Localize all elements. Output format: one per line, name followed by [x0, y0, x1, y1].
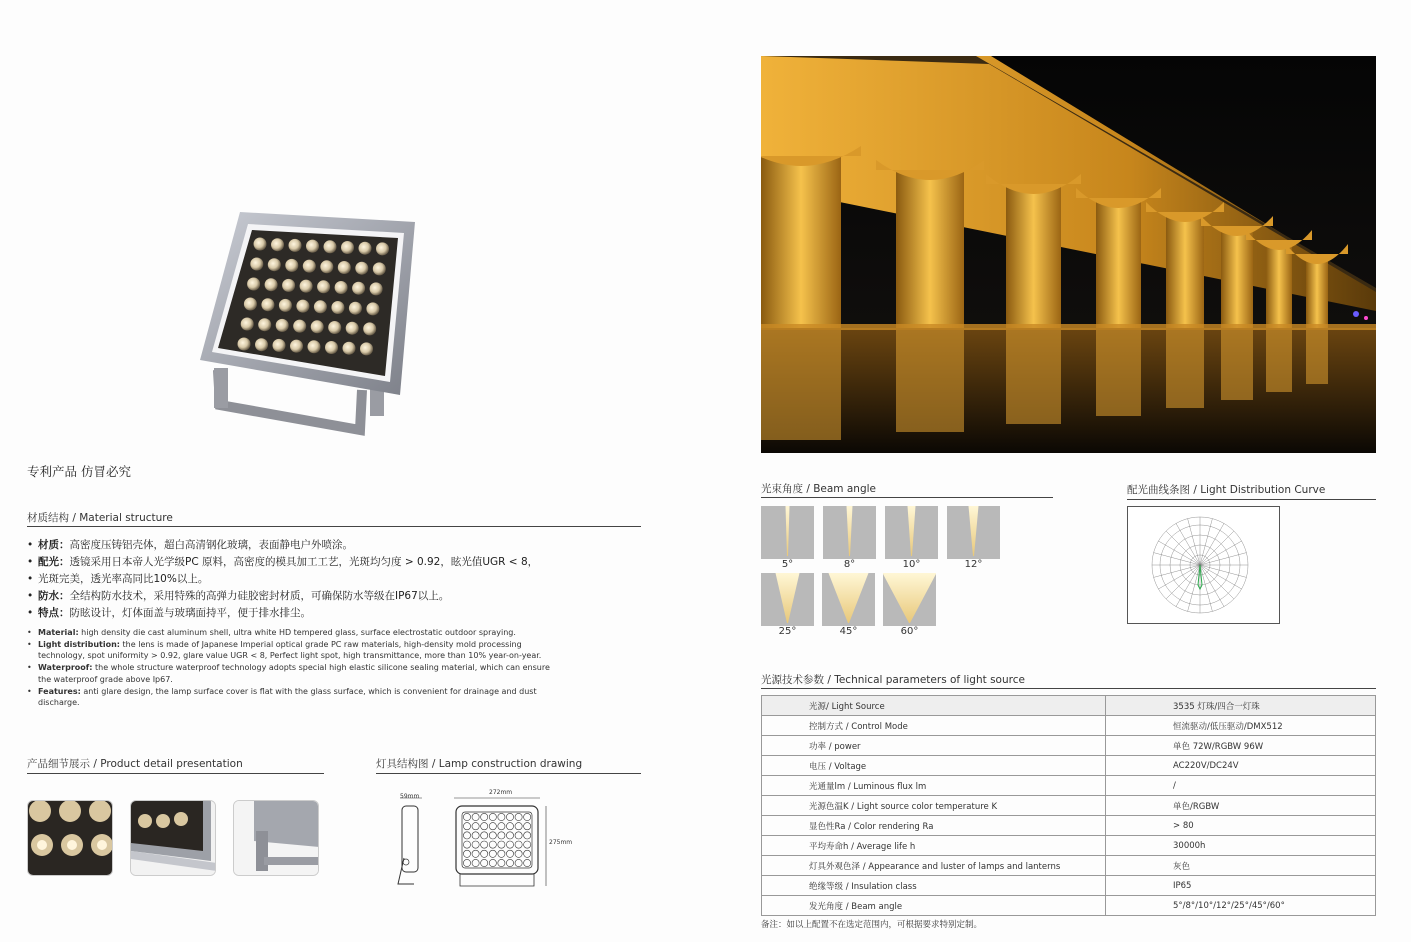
param-key: 显色性Ra / Color rendering Ra — [762, 816, 1106, 836]
param-value: 恒流驱动/低压驱动/DMX512 — [1106, 716, 1376, 736]
param-value: 单色 72W/RGBW 96W — [1106, 736, 1376, 756]
params-row — [762, 696, 1376, 716]
beam-angle-label: 12° — [964, 559, 983, 570]
curve-rule — [1127, 499, 1376, 500]
beam-rule — [761, 497, 1053, 498]
bridge-night-photo — [761, 56, 1376, 453]
feature-cn-light: • 配光：透镜采用日本帝人光学级PC 原料，高密度的模具加工工艺，光斑均匀度 > 0.92，眩光值UGR < 8， — [27, 554, 538, 571]
feature-cn-features: • 特点：防眩设计，灯体面盖与玻璃面持平，便于排水排尘。 — [27, 605, 538, 622]
drawing-rule — [376, 773, 641, 774]
param-key: 光源色温K / Light source color temperature K — [762, 796, 1106, 816]
features-en-list — [27, 627, 557, 709]
beam-box — [885, 506, 938, 559]
drawing-title: 灯具结构图 / Lamp construction drawing — [376, 758, 583, 770]
params-row — [762, 856, 1376, 876]
param-value: AC220V/DC24V — [1106, 756, 1376, 776]
beam-angle-grid — [761, 506, 1011, 641]
features-cn-list — [27, 537, 538, 622]
material-rule — [27, 526, 641, 527]
beam-angle-label: 10° — [902, 559, 921, 570]
light-curve-title: 配光曲线条图 / Light Distribution Curve — [1127, 484, 1326, 496]
param-value: > 80 — [1106, 816, 1376, 836]
param-key: 灯具外观色泽 / Appearance and luster of lamps and lanterns — [762, 856, 1106, 876]
param-key: 功率 / power — [762, 736, 1106, 756]
detail-title: 产品细节展示 / Product detail presentation — [27, 758, 243, 770]
custom-note: 备注：如以上配置不在选定范围内，可根据要求特别定制。 — [761, 920, 983, 930]
beam-angle-title: 光束角度 / Beam angle — [761, 483, 877, 495]
beam-box — [761, 506, 814, 559]
param-key: 发光角度 / Beam angle — [762, 896, 1106, 916]
feature-en-light: • Light distribution: the lens is made of Japanese Imperial optical grade PC raw materials, high-density mold processing technology, spot uniformity > 0.92, glare value UGR < 8, Perfect light spot, high transmittance, more than 10% year-on-year. — [27, 639, 557, 662]
detail-thumb-corner — [130, 800, 216, 876]
param-key: 电压 / Voltage — [762, 756, 1106, 776]
floodlight-product-image — [190, 200, 430, 450]
feature-cn-material: • 材质：高密度压铸铝壳体，超白高清钢化玻璃，表面静电户外喷涂。 — [27, 537, 538, 554]
params-row — [762, 736, 1376, 756]
beam-box — [823, 506, 876, 559]
beam-box — [947, 506, 1000, 559]
params-row — [762, 716, 1376, 736]
params-row — [762, 796, 1376, 816]
feature-cn-waterproof: • 防水：全结构防水技术，采用特殊的高弹力硅胶密封材质，可确保防水等级在IP67以上。 — [27, 588, 538, 605]
detail-rule — [27, 773, 324, 774]
params-row — [762, 836, 1376, 856]
params-row — [762, 816, 1376, 836]
params-row — [762, 776, 1376, 796]
beam-box — [761, 573, 814, 626]
param-value: 5°/8°/10°/12°/25°/45°/60° — [1106, 896, 1376, 916]
params-row — [762, 756, 1376, 776]
params-table — [761, 695, 1376, 916]
beam-angle-label: 25° — [778, 626, 797, 637]
dim-depth: 59mm — [400, 793, 420, 800]
params-row — [762, 876, 1376, 896]
param-value: 3535 灯珠/四合一灯珠 — [1106, 696, 1376, 716]
beam-angle-label: 5° — [781, 559, 794, 570]
beam-angle-label: 8° — [843, 559, 856, 570]
param-value: 30000h — [1106, 836, 1376, 856]
param-value: IP65 — [1106, 876, 1376, 896]
beam-angle-label: 45° — [839, 626, 858, 637]
beam-angle-label: 60° — [900, 626, 919, 637]
material-structure-title: 材质结构 / Material structure — [27, 512, 173, 524]
param-key: 平均寿命h / Average life h — [762, 836, 1106, 856]
param-key: 光源/ Light Source — [762, 696, 1106, 716]
detail-thumb-bracket — [233, 800, 319, 876]
beam-box — [822, 573, 875, 626]
feature-cn-light-cont: • 光斑完美，透光率高同比10%以上。 — [27, 571, 538, 588]
params-rule — [761, 688, 1376, 689]
feature-en-material: • Material: high density die cast aluminum shell, ultra white HD tempered glass, surface electrostatic outdoor spraying. — [27, 627, 557, 639]
param-value: 灰色 — [1106, 856, 1376, 876]
feature-en-waterproof: • Waterproof: the whole structure waterproof technology adopts special high elastic silicone sealing material, which can ensure the waterproof grade above Ip67. — [27, 662, 557, 685]
beam-box — [883, 573, 936, 626]
dim-width: 272mm — [489, 789, 513, 796]
param-key: 绝缘等级 / Insulation class — [762, 876, 1106, 896]
params-row — [762, 896, 1376, 916]
light-distribution-curve — [1127, 506, 1280, 624]
patent-notice: 专利产品 仿冒必究 — [27, 464, 131, 479]
param-value: 单色/RGBW — [1106, 796, 1376, 816]
param-key: 光通量lm / Luminous flux lm — [762, 776, 1106, 796]
dim-height: 275mm — [549, 839, 573, 846]
param-value: / — [1106, 776, 1376, 796]
detail-thumb-leds — [27, 800, 113, 876]
params-title: 光源技术参数 / Technical parameters of light source — [761, 674, 1025, 686]
param-key: 控制方式 / Control Mode — [762, 716, 1106, 736]
feature-en-features: • Features: anti glare design, the lamp surface cover is flat with the glass surface, which is convenient for drainage and dust discharge. — [27, 686, 557, 709]
